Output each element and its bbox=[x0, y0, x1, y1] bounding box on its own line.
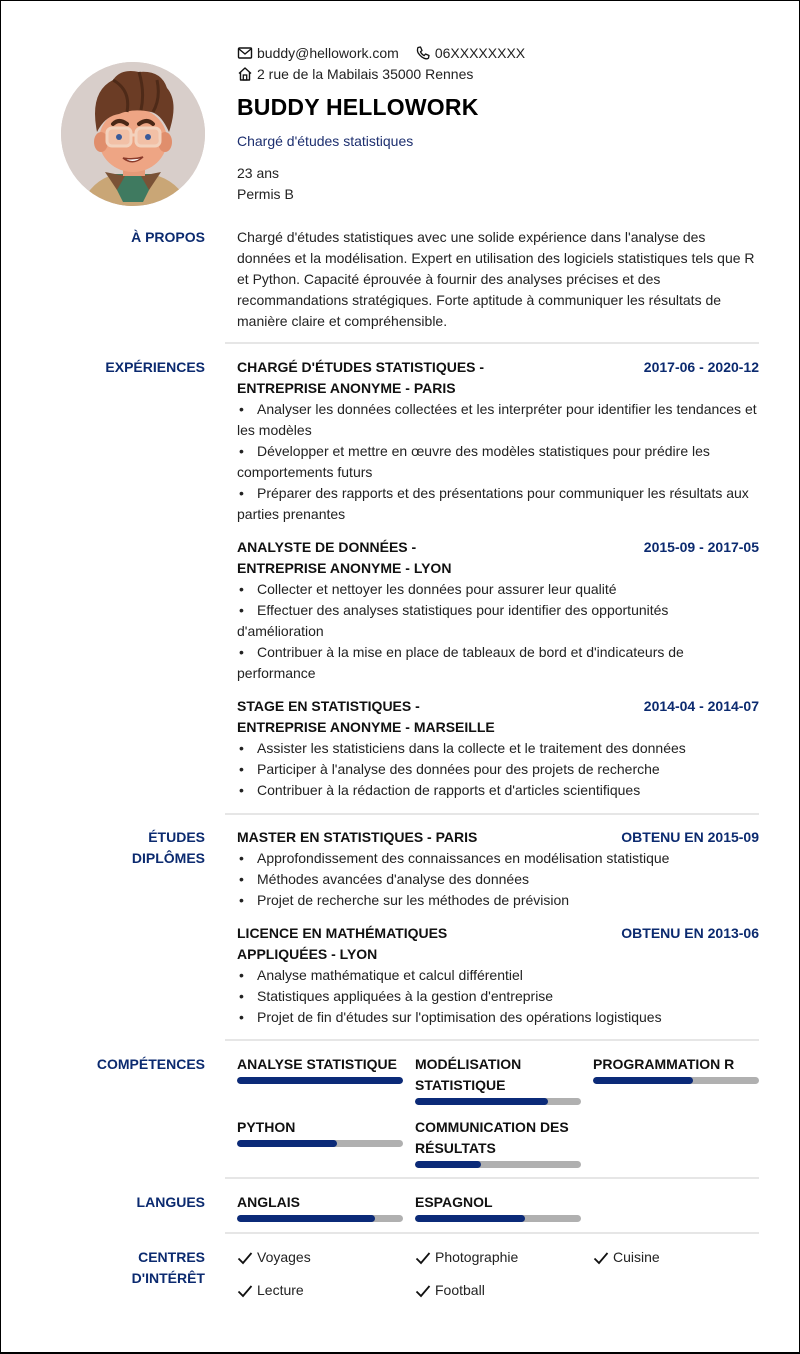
section-label-skills: COMPÉTENCES bbox=[96, 1056, 205, 1072]
experience-dates: 2015-09 - 2017-05 bbox=[643, 539, 759, 555]
bullet-item: • Projet de fin d'études sur l'optimisation des opérations logistiques bbox=[239, 1009, 662, 1025]
experience-company: ENTREPRISE ANONYME - PARIS bbox=[237, 380, 456, 396]
skill-item bbox=[593, 1054, 759, 1105]
bullet-item: • Analyse mathématique et calcul différentiel bbox=[239, 967, 523, 983]
education-list-cont bbox=[237, 923, 759, 1028]
education-list bbox=[237, 827, 759, 911]
experience-list-cont bbox=[237, 537, 759, 684]
language-level-bar bbox=[237, 1215, 403, 1222]
education-date: OBTENU EN 2015-09 bbox=[621, 829, 759, 845]
phone-text: 06XXXXXXXX bbox=[434, 44, 526, 61]
section-label-about: À PROPOS bbox=[131, 229, 205, 245]
checkmark-icon bbox=[237, 1284, 253, 1298]
experience-entry bbox=[237, 537, 759, 684]
skill-item bbox=[415, 1054, 581, 1105]
interest-item bbox=[237, 1280, 403, 1301]
skill-name: COMMUNICATION DES RÉSULTATS bbox=[415, 1119, 569, 1156]
title-line: APPLIQUÉES - LYON bbox=[237, 946, 378, 962]
skills-grid bbox=[237, 1054, 759, 1168]
divider bbox=[225, 342, 759, 344]
language-item bbox=[237, 1192, 403, 1222]
interest-item bbox=[593, 1247, 759, 1268]
language-level-fill bbox=[237, 1215, 375, 1222]
divider bbox=[225, 813, 759, 815]
skill-level-bar bbox=[237, 1140, 403, 1147]
skill-item bbox=[415, 1117, 581, 1168]
interest-item bbox=[237, 1247, 403, 1268]
bullet-item: • Développer et mettre en œuvre des modèles statistiques pour prédire les comportements futurs bbox=[237, 443, 710, 480]
divider bbox=[225, 1232, 759, 1234]
bullet-item: • Projet de recherche sur les méthodes de prévision bbox=[239, 892, 570, 908]
about-text: Chargé d'études statistiques avec une solide expérience dans l'analyse des données et la modélisation. Expert en utilisation des logiciels statistiques tels que R et Python. Capacité éprouvée à fournir des analyses précises et des recommandations stratégiques. Forte aptitude à communiquer les résultats de manière claire et compréhensible. bbox=[237, 229, 755, 329]
driving-license: Permis B bbox=[237, 186, 294, 202]
phone-item[interactable] bbox=[415, 45, 525, 61]
phone-icon bbox=[415, 45, 431, 61]
skill-name: ANALYSE STATISTIQUE bbox=[237, 1056, 397, 1072]
contact-line-1 bbox=[237, 42, 767, 63]
interest-label: Cuisine bbox=[613, 1249, 660, 1265]
experience-role: ANALYSTE DE DONNÉES - bbox=[237, 539, 417, 555]
skill-item bbox=[237, 1054, 403, 1105]
skill-level-bar bbox=[593, 1077, 759, 1084]
bullet-item: • Assister les statisticiens dans la collecte et le traitement des données bbox=[239, 740, 686, 756]
skill-level-fill bbox=[415, 1098, 548, 1105]
skill-level-bar bbox=[237, 1077, 403, 1084]
interest-label: Photographie bbox=[435, 1249, 519, 1265]
experience-title bbox=[237, 357, 484, 399]
interest-label: Voyages bbox=[257, 1249, 311, 1265]
experience-company: ENTREPRISE ANONYME - LYON bbox=[237, 560, 452, 576]
divider bbox=[225, 1039, 759, 1041]
language-level-bar bbox=[415, 1215, 581, 1222]
skill-name: PYTHON bbox=[237, 1119, 296, 1135]
skill-item bbox=[237, 1117, 403, 1168]
bullet-item: • Contribuer à la mise en place de tableaux de bord et d'indicateurs de performance bbox=[237, 644, 684, 681]
interest-label: Football bbox=[435, 1282, 485, 1298]
language-name: ANGLAIS bbox=[237, 1194, 300, 1210]
avatar-illustration-icon bbox=[61, 62, 205, 206]
section-label-languages: LANGUES bbox=[136, 1194, 205, 1210]
skill-level-fill bbox=[593, 1077, 693, 1084]
section-label-interests bbox=[60, 1247, 205, 1289]
education-entry bbox=[237, 827, 759, 911]
languages-grid bbox=[237, 1192, 759, 1222]
checkmark-icon bbox=[415, 1251, 431, 1265]
experience-list-cont bbox=[237, 696, 759, 801]
skill-name: PROGRAMMATION R bbox=[593, 1056, 735, 1072]
language-level-fill bbox=[415, 1215, 525, 1222]
bullet-item: • Effectuer des analyses statistiques pour identifier des opportunités d'amélioration bbox=[237, 602, 669, 639]
bullet-item: • Méthodes avancées d'analyse des données bbox=[239, 871, 529, 887]
experience-role: STAGE EN STATISTIQUES - bbox=[237, 698, 420, 714]
divider bbox=[225, 1177, 759, 1179]
bullet-item: • Approfondissement des connaissances en modélisation statistique bbox=[239, 850, 670, 866]
bullet-item: • Participer à l'analyse des données pour des projets de recherche bbox=[239, 761, 660, 777]
language-item bbox=[415, 1192, 581, 1222]
education-bullets bbox=[237, 848, 759, 911]
experience-bullets bbox=[237, 738, 759, 801]
interest-label: Lecture bbox=[257, 1282, 304, 1298]
about-body bbox=[237, 227, 759, 332]
experience-bullets bbox=[237, 579, 759, 684]
education-date: OBTENU EN 2013-06 bbox=[621, 925, 759, 941]
bullet-item: • Contribuer à la rédaction de rapports et d'articles scientifiques bbox=[239, 782, 641, 798]
label-line: DIPLÔMES bbox=[131, 850, 205, 866]
education-bullets bbox=[237, 965, 759, 1028]
header bbox=[237, 42, 767, 205]
education-title: MASTER EN STATISTIQUES - PARIS bbox=[237, 829, 478, 845]
section-label-education bbox=[60, 827, 205, 869]
experience-title bbox=[237, 696, 495, 738]
experience-role: CHARGÉ D'ÉTUDES STATISTIQUES - bbox=[237, 359, 485, 375]
bullet-item: • Préparer des rapports et des présentations pour communiquer les résultats aux parties prenantes bbox=[237, 485, 749, 522]
language-name: ESPAGNOL bbox=[415, 1194, 493, 1210]
skill-level-fill bbox=[415, 1161, 481, 1168]
section-label-experience: EXPÉRIENCES bbox=[105, 359, 205, 375]
personal-info bbox=[237, 163, 767, 205]
home-icon bbox=[237, 66, 253, 82]
checkmark-icon bbox=[415, 1284, 431, 1298]
experience-dates: 2017-06 - 2020-12 bbox=[643, 359, 759, 375]
skill-level-fill bbox=[237, 1140, 337, 1147]
experience-bullets bbox=[237, 399, 759, 525]
label-line: CENTRES bbox=[138, 1249, 205, 1265]
email-item[interactable] bbox=[237, 45, 399, 61]
bullet-item: • Statistiques appliquées à la gestion d'entreprise bbox=[239, 988, 554, 1004]
address-text: 2 rue de la Mabilais 35000 Rennes bbox=[257, 65, 474, 82]
bullet-item: • Collecter et nettoyer les données pour assurer leur qualité bbox=[239, 581, 617, 597]
education-title bbox=[237, 923, 447, 965]
skill-level-bar bbox=[415, 1098, 581, 1105]
experience-list bbox=[237, 357, 759, 525]
envelope-icon bbox=[237, 45, 253, 61]
experience-company: ENTREPRISE ANONYME - MARSEILLE bbox=[237, 719, 495, 735]
age: 23 ans bbox=[237, 165, 280, 181]
checkmark-icon bbox=[237, 1251, 253, 1265]
skill-name: MODÉLISATION STATISTIQUE bbox=[415, 1056, 522, 1093]
bullet-item: • Analyser les données collectées et les interpréter pour identifier les tendances et les modèles bbox=[237, 401, 757, 438]
label-line: ÉTUDES bbox=[148, 829, 205, 845]
experience-dates: 2014-04 - 2014-07 bbox=[643, 698, 759, 714]
address-item bbox=[237, 66, 473, 82]
education-entry bbox=[237, 923, 759, 1028]
interests-grid bbox=[237, 1247, 759, 1301]
email-text: buddy@hellowork.com bbox=[257, 44, 399, 61]
experience-title bbox=[237, 537, 451, 579]
skill-level-fill bbox=[237, 1077, 403, 1084]
interest-item bbox=[415, 1247, 581, 1268]
experience-entry bbox=[237, 357, 759, 525]
contact-line-2 bbox=[237, 63, 767, 84]
experience-entry bbox=[237, 696, 759, 801]
label-line: D'INTÉRÊT bbox=[131, 1270, 205, 1286]
title-line: LICENCE EN MATHÉMATIQUES bbox=[237, 925, 448, 941]
skill-level-bar bbox=[415, 1161, 581, 1168]
candidate-name: BUDDY HELLOWORK bbox=[237, 94, 479, 120]
interest-item bbox=[415, 1280, 581, 1301]
checkmark-icon bbox=[593, 1251, 609, 1265]
job-title: Chargé d'études statistiques bbox=[237, 133, 414, 149]
avatar bbox=[61, 62, 205, 206]
